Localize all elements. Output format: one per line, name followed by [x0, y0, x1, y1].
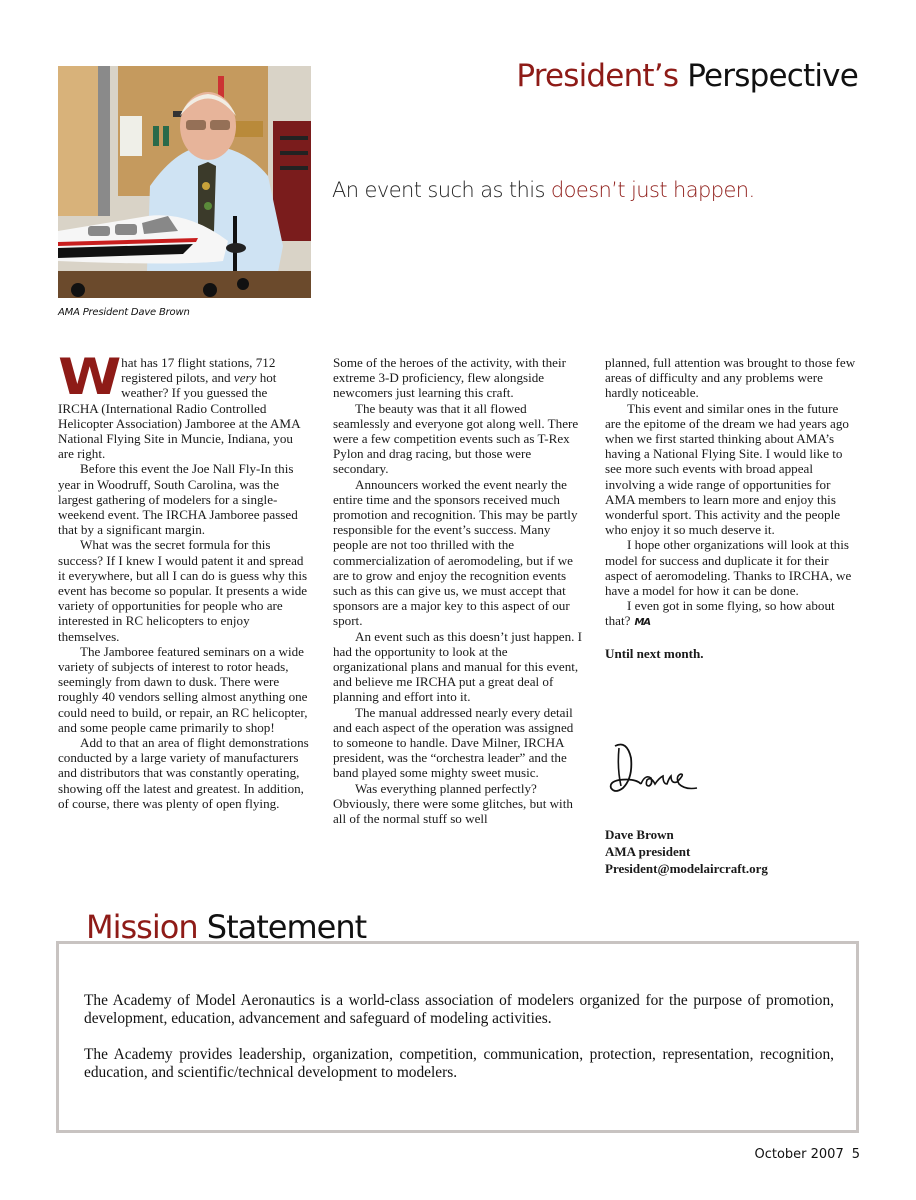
page-title-accent: President’s	[516, 58, 679, 94]
article-paragraph: The Jamboree featured seminars on a wide variety of subjects of interest to rotor heads, seemingly from dawn to dusk. There were roughly 40 vendors selling almost anything one could need to build, or repair, an RC helicopter, and some people came primarily to shop!	[58, 643, 308, 735]
mission-text	[84, 992, 834, 1100]
article-paragraph: An event such as this doesn’t just happen. I had the opportunity to look at the organizational plans and manual for this event, and believe me IRCHA put a great deal of planning and effort into it.	[333, 628, 583, 705]
article-paragraph	[58, 348, 310, 462]
article-column-1	[58, 348, 310, 811]
article-paragraph: Was everything planned perfectly? Obviously, there were some glitches, but with all of the normal stuff so well	[333, 780, 573, 827]
drop-cap: W	[58, 348, 120, 406]
mission-title-main: Statement	[206, 908, 367, 946]
photo-caption: AMA President Dave Brown	[58, 307, 190, 318]
article-paragraph: Some of the heroes of the activity, with their extreme 3-D proficiency, flew alongside newcomers just learning this craft.	[333, 355, 566, 401]
closing-line: Until next month.	[605, 645, 704, 661]
article-paragraph: Before this event the Joe Nall Fly-In this year in Woodruff, South Carolina, was the largest gathering of modelers for a single-weekend event. The IRCHA Jamboree passed that by a significant margin.	[58, 461, 298, 538]
article-paragraph: planned, full attention was brought to those few areas of difficulty and any problems were hardly noticeable.	[605, 355, 856, 401]
article-paragraph: The beauty was that it all flowed seamlessly and everyone got along well. There were a few competition events such as T-Rex Pylon and drag racing, but those were secondary.	[333, 400, 579, 477]
paragraph-text: hat has 17 flight stations, 712 registered pilots, and	[121, 355, 276, 386]
article-paragraph: I hope other organizations will look at this model for success and duplicate it for their aspect of aeromodeling. Thanks to IRCHA, we have a model for how it can be done.	[605, 537, 852, 599]
article-paragraph: Add to that an area of flight demonstrations conducted by a large variety of manufacturers and distributors that was constantly operating, showing off the latest and greatest. In addition, of course, there was plenty of open flying.	[58, 735, 309, 811]
page-title	[516, 58, 858, 94]
page-title-main: Perspective	[687, 58, 858, 94]
mission-title	[86, 907, 366, 947]
handwritten-signature-icon	[605, 738, 705, 796]
issue-date: October 2007	[754, 1147, 844, 1162]
signer-role: AMA president	[605, 844, 691, 859]
paragraph-text: I even got in some flying, so how about that?	[605, 598, 835, 629]
article-paragraph	[605, 598, 857, 630]
mission-paragraph: The Academy provides leadership, organization, competition, communication, protection, representation, recognition, education, and scientific/technical development to modelers.	[84, 1046, 834, 1081]
end-mark-icon: MA	[634, 617, 651, 629]
deck-headline	[332, 178, 755, 202]
article-paragraph: Announcers worked the event nearly the entire time and the sponsors received much promotion and recognition. This may be partly responsible for the event’s success. Many people are not too thrilled with the commercialization of aeromodeling, but if we are to grow and enjoy the recognition events such as this can give us, we must accept that sponsors are a major key to this aspect of our sport.	[333, 476, 578, 629]
article-column-3	[605, 355, 857, 661]
emphasis-text: very	[233, 370, 257, 386]
article-paragraph: This event and similar ones in the future are the epitome of the dream we had years ago when we first started thinking about AMA’s having a National Flying Site. I would like to see more such events with broad appeal involving a wide range of opportunities for AMA members to learn more and enjoy this wonderful sport. This activity and the people who enjoy it so much deserve it.	[605, 400, 849, 538]
photo-illustration	[58, 66, 311, 298]
mission-paragraph: The Academy of Model Aeronautics is a world-class association of modelers organized for the purpose of promotion, development, education, advancement and safeguard of modeling activities.	[84, 992, 834, 1027]
signer-name: Dave Brown	[605, 827, 674, 842]
article-column-2	[333, 355, 585, 826]
deck-part2-accent: doesn’t just happen.	[550, 178, 755, 202]
paragraph-text: hot weather? If you guessed the IRCHA (International Radio Controlled Helicopter Association) Jamboree at the AMA National Flying Site in Muncie, Indiana, you are right.	[58, 370, 300, 462]
page-number: 5	[851, 1147, 860, 1162]
page-footer	[754, 1147, 860, 1162]
president-photo	[58, 66, 311, 298]
article-paragraph: The manual addressed nearly every detail and each aspect of the operation was assigned to someone to handle. Dave Milner, IRCHA president, was the “orchestra leader” and the band played some mighty sweet music.	[333, 704, 574, 781]
mission-title-accent: Mission	[86, 908, 198, 946]
signature-block	[605, 826, 768, 877]
article-paragraph: What was the secret formula for this success? If I knew I would patent it and spread it everywhere, but all I can do is guess why this event has become so popular. It presents a wide variety of opportunities for people who are interested in RC helicopters to enjoy themselves.	[58, 537, 308, 644]
signer-email-link[interactable]: President@modelaircraft.org	[605, 861, 768, 876]
deck-part1: An event such as this	[332, 178, 545, 202]
